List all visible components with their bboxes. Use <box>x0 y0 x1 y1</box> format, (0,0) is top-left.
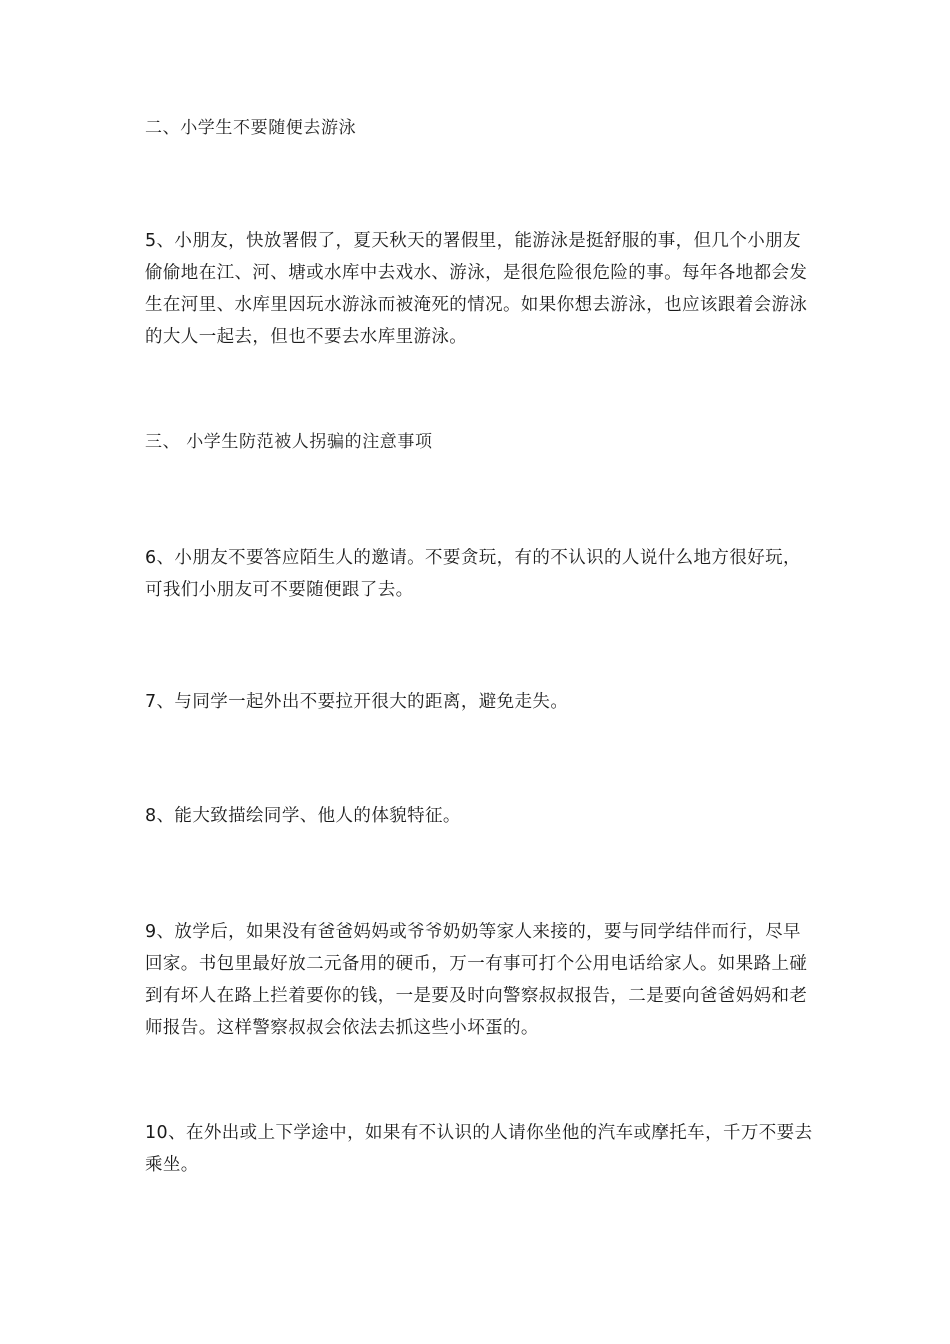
paragraph-item-9: 9、放学后，如果没有爸爸妈妈或爷爷奶奶等家人来接的，要与同学结伴而行，尽早回家。书包里最好放二元备用的硬币，万一有事可打个公用电话给家人。如果路上碰到有坏人在路上拦着要你的钱，一是要及时向警察叔叔报告，二是要向爸爸妈妈和老师报告。这样警察叔叔会依法去抓这些小坏蛋的。 <box>145 922 808 1038</box>
paragraph-item-6: 6、小朋友不要答应陌生人的邀请。不要贪玩，有的不认识的人说什么地方很好玩，可我们小朋友可不要随便跟了去。 <box>145 548 801 600</box>
section-heading-swimming: 二、小学生不要随便去游泳 <box>145 118 357 138</box>
section-heading-abduction: 三、 小学生防范被人拐骗的注意事项 <box>145 432 433 452</box>
paragraph-item-8: 8、能大致描绘同学、他人的体貌特征。 <box>145 806 461 826</box>
paragraph-item-10: 10、在外出或上下学途中，如果有不认识的人请你坐他的汽车或摩托车，千万不要去乘坐。 <box>145 1123 813 1175</box>
paragraph-item-7: 7、与同学一起外出不要拉开很大的距离，避免走失。 <box>145 692 569 712</box>
paragraph-item-5: 5、小朋友，快放署假了，夏天秋天的署假里，能游泳是挺舒服的事，但几个小朋友偷偷地在江、河、塘或水库中去戏水、游泳，是很危险很危险的事。每年各地都会发生在河里、水库里因玩水游泳而被淹死的情况。如果你想去游泳，也应该跟着会游泳的大人一起去，但也不要去水库里游泳。 <box>145 231 808 347</box>
